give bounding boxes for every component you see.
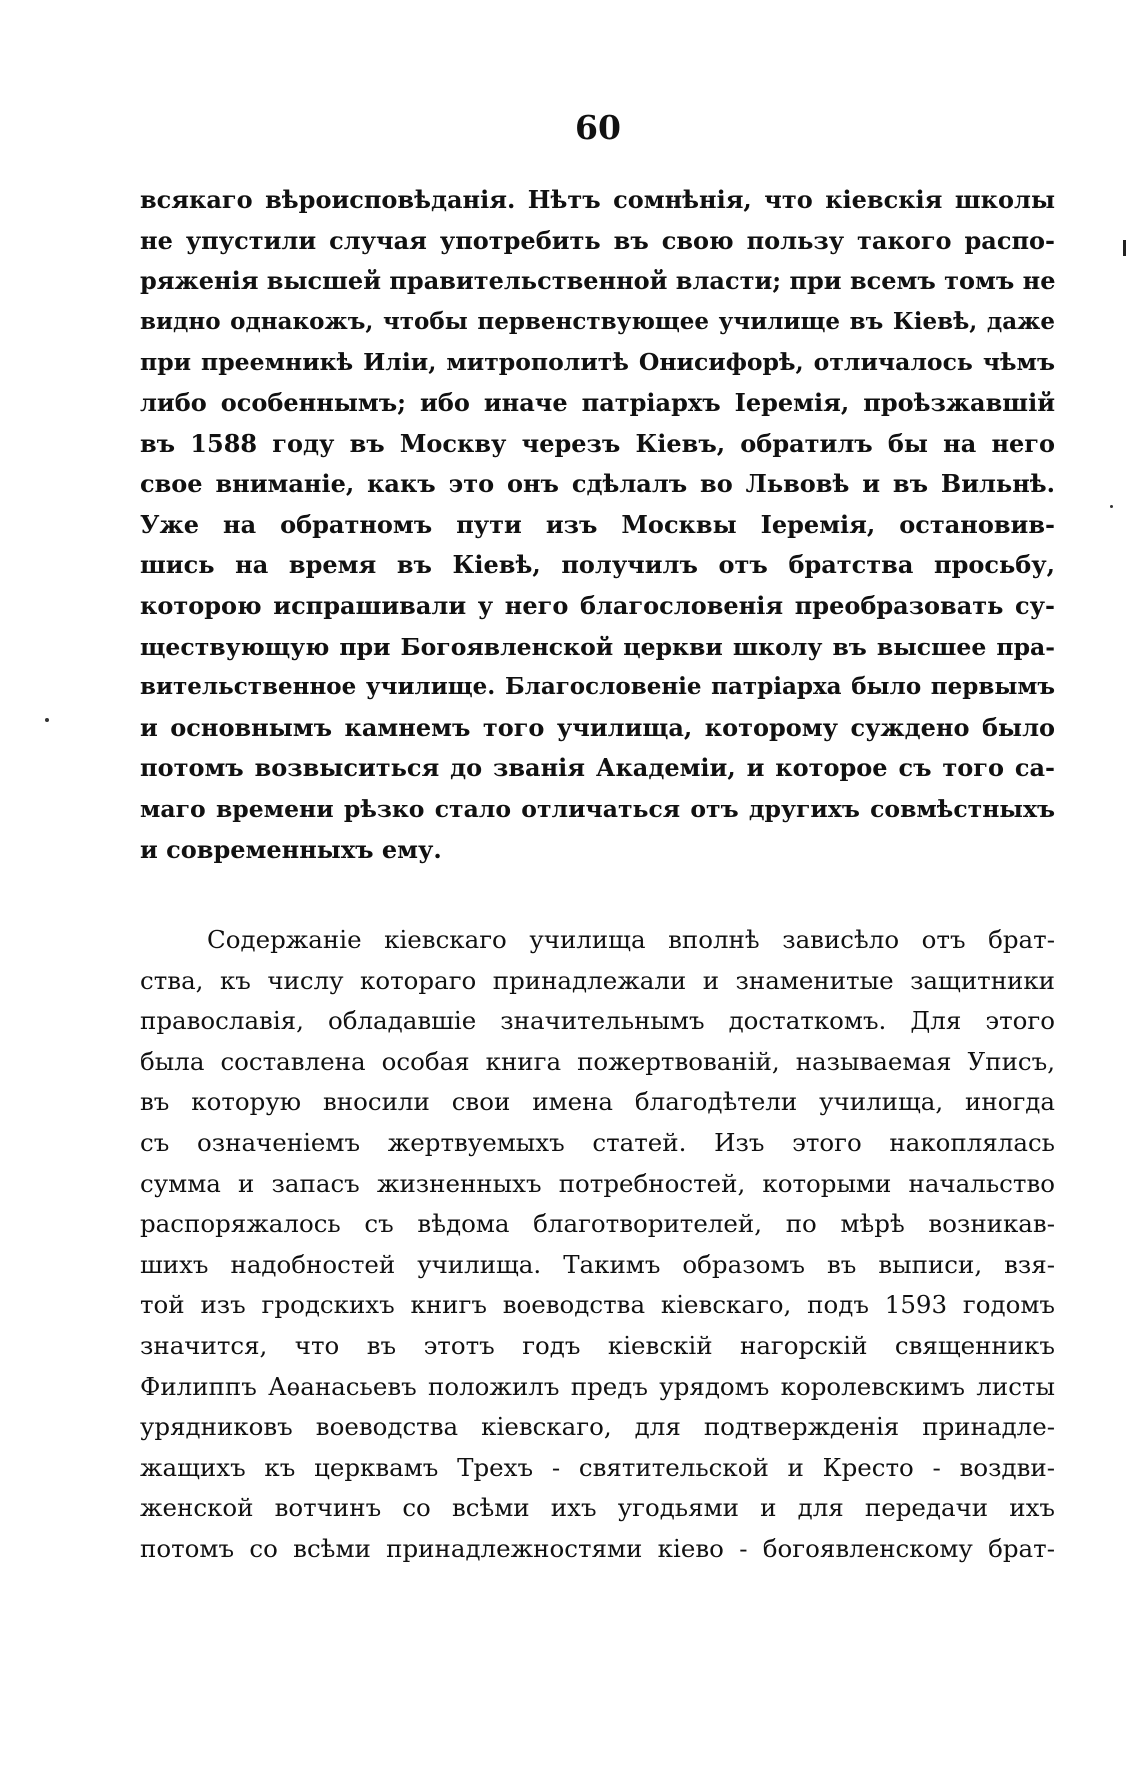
text-line: была составлена особая книга пожертвованій, называемая Уписъ, [140, 1046, 1055, 1076]
text-line: либо особеннымъ; ибо иначе патріархъ Іеремія, проѣзжавшій [140, 387, 1055, 417]
text-line: ществующую при Богоявленской церкви школу въ высшее пра- [140, 632, 1055, 661]
margin-mark [1123, 240, 1126, 256]
text-line: шихъ надобностей училища. Такимъ образомъ въ выписи, взя- [140, 1249, 1055, 1279]
text-line: распоряжалось съ вѣдома благотворителей, по мѣрѣ возникав- [140, 1209, 1055, 1239]
paragraph-1 [140, 180, 1055, 870]
text-line: не упустили случая употребить въ свою пользу такого распо- [140, 225, 1055, 255]
text-line: потомъ со всѣми принадлежностями кіево - богоявленскому брат- [140, 1533, 1055, 1563]
text-line: маго времени рѣзко стало отличаться отъ другихъ совмѣстныхъ [140, 794, 1055, 823]
text-line: съ означеніемъ жертвуемыхъ статей. Изъ этого накоплялась [140, 1127, 1055, 1157]
margin-speck [1110, 505, 1113, 508]
text-line: Филиппъ Аѳанасьевъ положилъ предъ урядомъ королевскимъ листы [140, 1371, 1055, 1401]
text-line: православія, обладавшіе значительнымъ достаткомъ. Для этого [140, 1006, 1055, 1036]
text-line: которою испрашивали у него благословенія преобразовать су- [140, 590, 1055, 620]
text-line: при преемникѣ Иліи, митрополитѣ Онисифорѣ, отличалось чѣмъ [140, 348, 1055, 377]
page-number: 60 [575, 108, 621, 147]
text-line: значится, что въ этотъ годъ кіевскій нагорскій священникъ [140, 1330, 1055, 1360]
text-line: въ 1588 году въ Москву черезъ Кіевъ, обратилъ бы на него [140, 428, 1055, 458]
text-line: въ которую вносили свои имена благодѣтели училища, иногда [140, 1087, 1055, 1117]
text-line: видно однакожъ, чтобы первенствующее училище въ Кіевѣ, даже [140, 307, 1055, 335]
text-line: свое вниманіе, какъ это онъ сдѣлалъ во Львовѣ и въ Вильнѣ. [140, 469, 1055, 499]
text-line: вительственное училище. Благословеніе патріарха было первымъ [140, 673, 1055, 701]
text-line: жащихъ къ церквамъ Трехъ - святительской и Кресто - воздви- [140, 1452, 1055, 1482]
text-line: Уже на обратномъ пути изъ Москвы Іеремія, остановив- [140, 509, 1055, 539]
text-line: урядниковъ воеводства кіевскаго, для подтвержденія принадле- [140, 1412, 1055, 1442]
margin-speck [45, 718, 49, 722]
text-line: и основнымъ камнемъ того училища, которому суждено было [140, 712, 1055, 742]
text-line: сумма и запасъ жизненныхъ потребностей, которыми начальство [140, 1168, 1055, 1198]
text-line: всякаго вѣроисповѣданія. Нѣтъ сомнѣнія, что кіевскія школы [140, 185, 1055, 214]
text-line: и современныхъ ему. [140, 834, 442, 864]
paragraph-2 [140, 920, 1055, 1570]
text-line: той изъ гродскихъ книгъ воеводства кіевскаго, подъ 1593 годомъ [140, 1290, 1055, 1320]
text-line: шись на время въ Кіевѣ, получилъ отъ братства просьбу, [140, 550, 1055, 580]
text-line: ряженія высшей правительственной власти; при всемъ томъ не [140, 266, 1056, 296]
text-line: женской вотчинъ со всѣми ихъ угодьями и для передачи ихъ [140, 1493, 1055, 1523]
text-line: Содержаніе кіевскаго училища вполнѣ зависѣло отъ брат- [207, 925, 1055, 954]
text-line: потомъ возвыситься до званія Академіи, и которое съ того са- [140, 753, 1055, 783]
text-line: ства, къ числу котораго принадлежали и знаменитые защитники [140, 965, 1055, 995]
